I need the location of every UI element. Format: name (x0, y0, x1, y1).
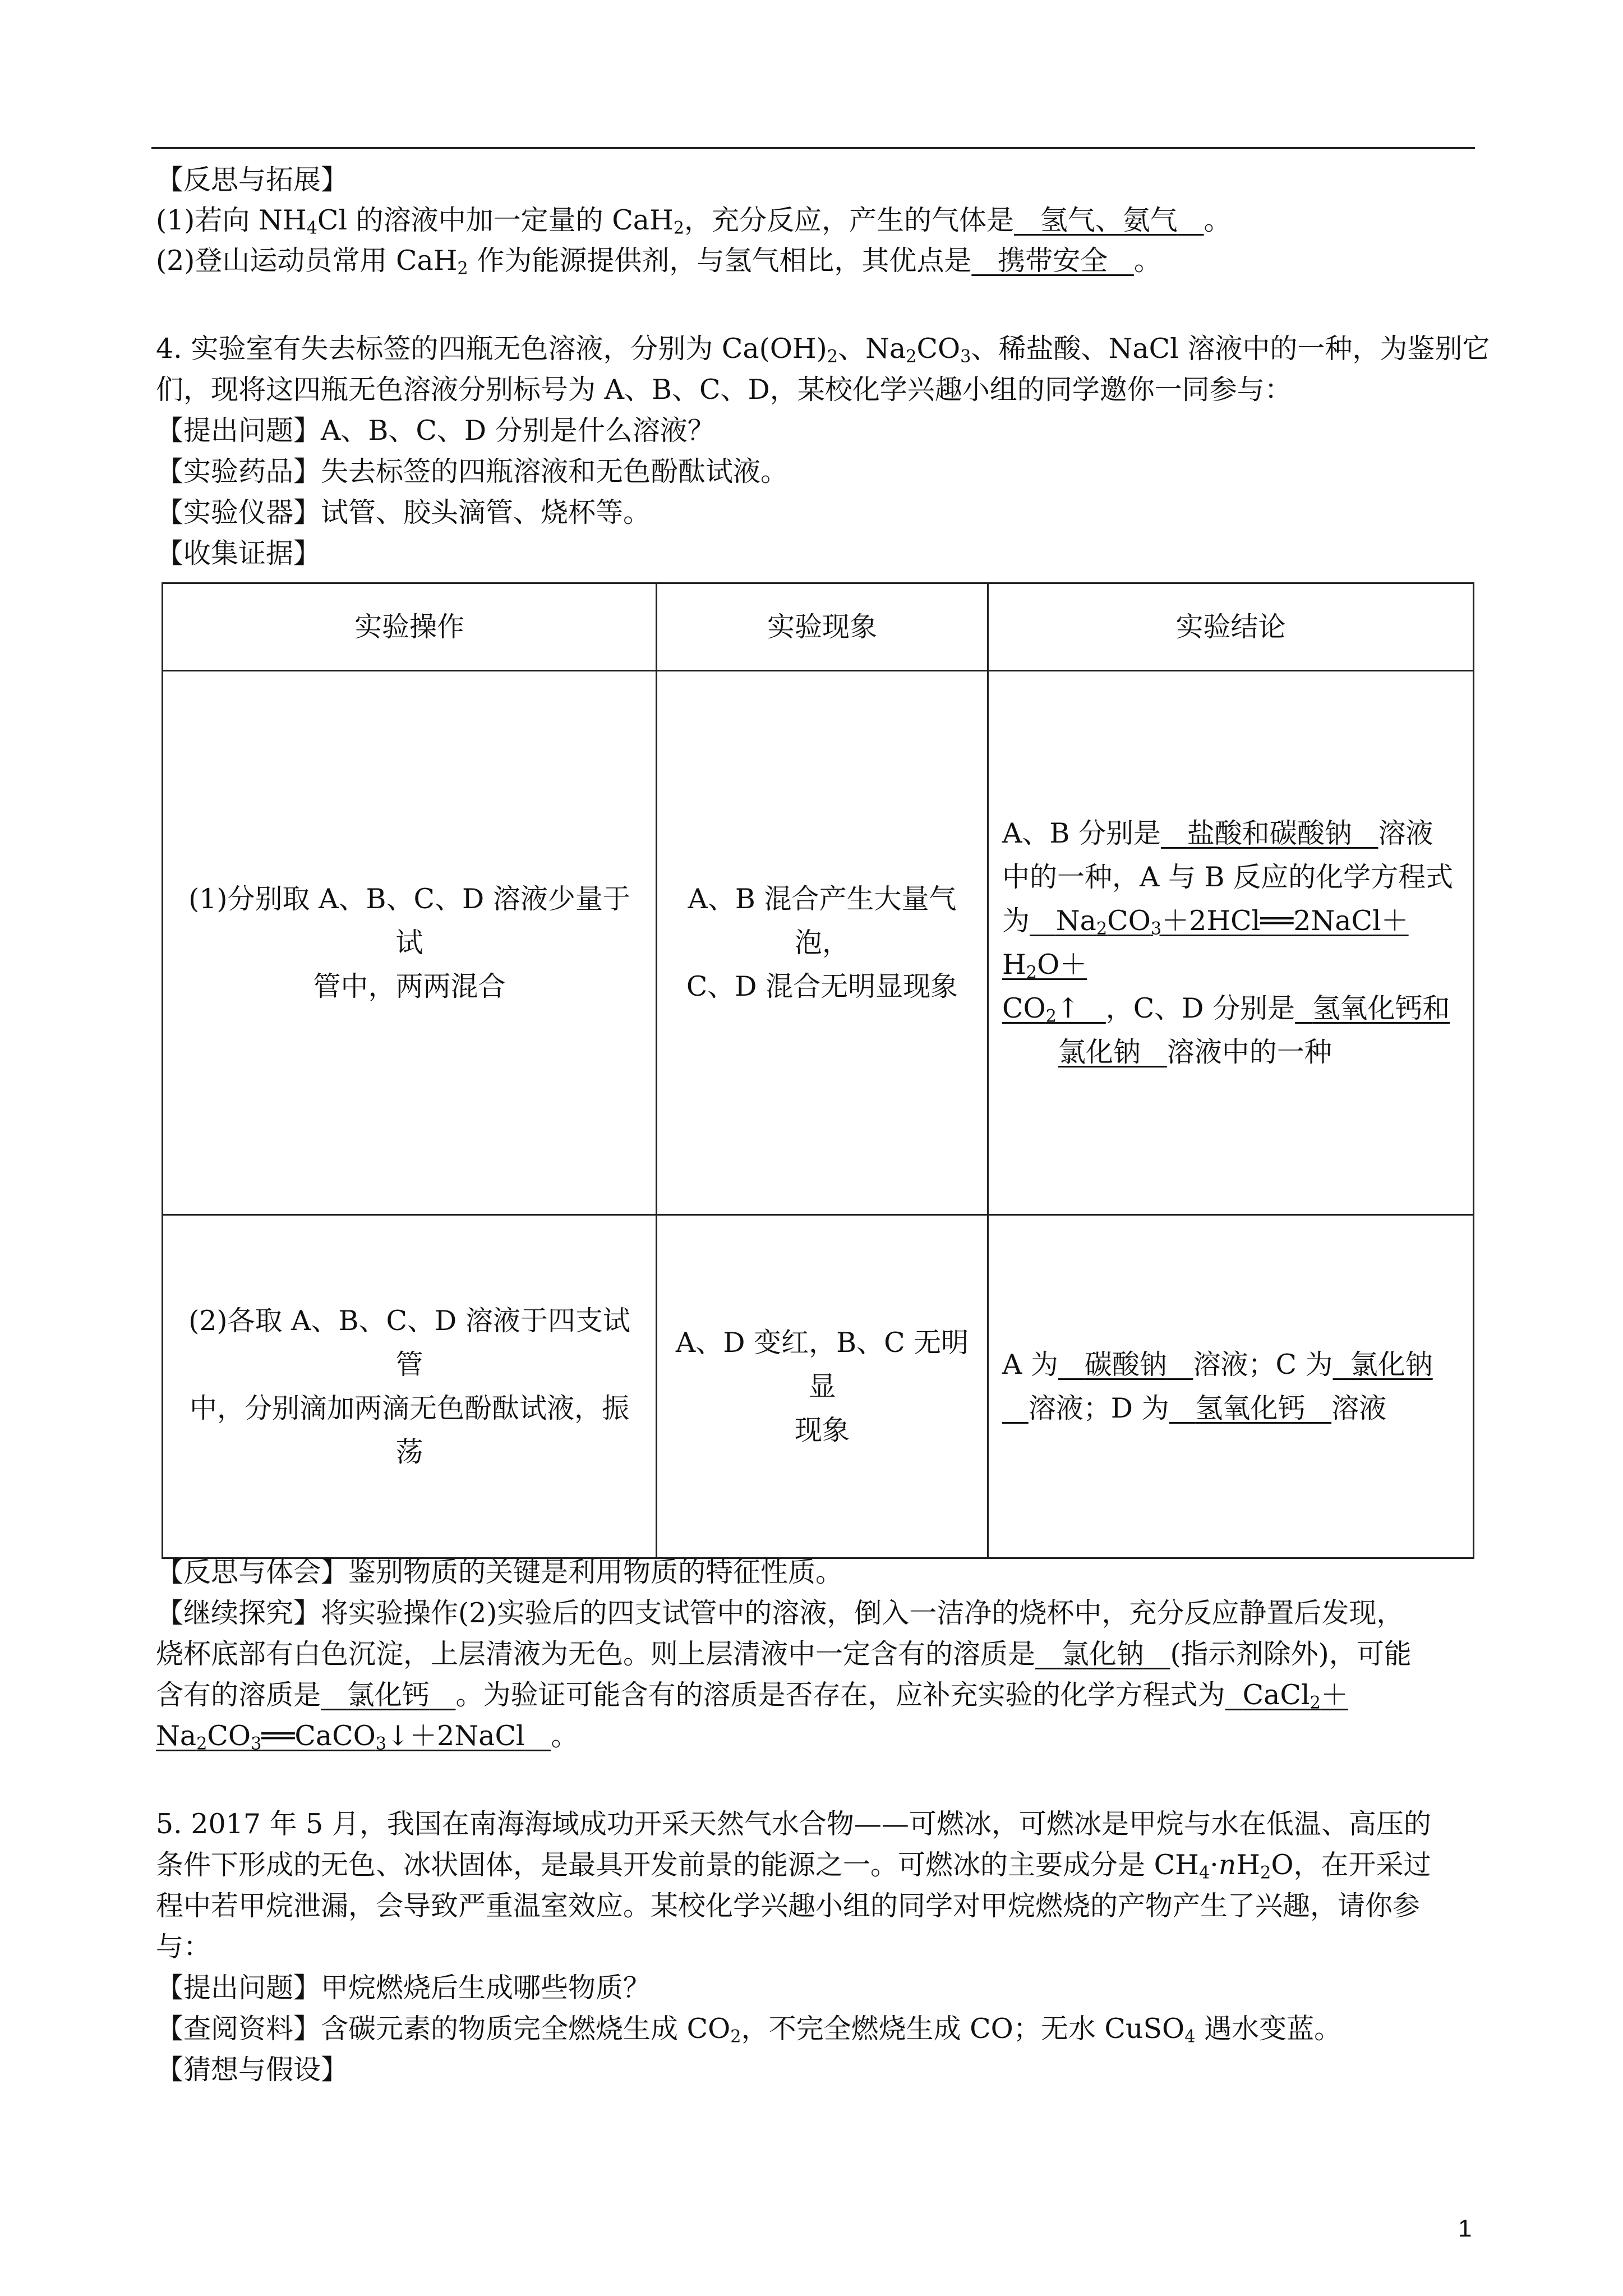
table-header-row (163, 583, 1474, 671)
q5-line3: 程中若甲烷泄漏，会导致严重温室效应。某校化学兴趣小组的同学对甲烷燃烧的产物产生了兴趣，请你参 (156, 1890, 1421, 1922)
q4-question: 【提出问题】A、B、C、D 分别是什么溶液？ (156, 415, 715, 447)
row2-operation: (2)各取 A、B、C、D 溶液于四支试管 中，分别滴加两滴无色酚酞试液，振 荡 (163, 1215, 657, 1558)
q4-continue-line1: 【继续探究】将实验操作(2)实验后的四支试管中的溶液，倒入一洁净的烧杯中，充分反应静置后发现， (156, 1597, 1404, 1629)
row1-operation: (1)分别取 A、B、C、D 溶液少量于试 管中，两两混合 (163, 671, 657, 1215)
q4-reflection: 【反思与体会】鉴别物质的关键是利用物质的特征性质。 (156, 1556, 843, 1588)
q4-continue-line3: 含有的溶质是 氯化钙 。为验证可能含有的溶质是否存在，应补充实验的化学方程式为 CaCl$_2$＋ (156, 1679, 1348, 1713)
row2-conclusion: A 为 碳酸钠 溶液；C 为 氯化钠 溶液；D 为 氢氧化钙 溶液 (988, 1215, 1474, 1558)
q4-reagents: 【实验药品】失去标签的四瓶溶液和无色酚酞试液。 (156, 455, 789, 487)
table-header-operation: 实验操作 (163, 583, 657, 671)
answer-gas: 氢气、氨气 (1040, 204, 1178, 236)
row1-phenomenon: A、B 混合产生大量气泡， C、D 混合无明显现象 (657, 671, 988, 1215)
section-heading-reflect-expand: 【反思与拓展】 (156, 164, 349, 196)
table-row (163, 671, 1474, 1215)
experiment-table (162, 582, 1474, 1559)
table-header-conclusion: 实验结论 (988, 583, 1474, 671)
page-number: 1 (1458, 2215, 1472, 2242)
table-header-phenomenon: 实验现象 (657, 583, 988, 671)
answer-advantage: 携带安全 (998, 245, 1108, 277)
q5-line2: 条件下形成的无色、冰状固体，是最具开发前景的能源之一。可燃冰的主要成分是 $CH_4\cdot nH_2O$，在开采过 (156, 1849, 1431, 1883)
q4-evidence-heading: 【收集证据】 (156, 537, 321, 569)
q4-continue-line4: $Na_2CO_3══CaCO_3↓+2NaCl$ 。 (156, 1720, 579, 1754)
q5-hypothesis-heading: 【猜想与假设】 (156, 2054, 349, 2086)
reflect-q1: (1)若向 $NH_4Cl$ 的溶液中加一定量的 CaH$_2$，充分反应，产生的气体是 氢气、氨气 。 (156, 204, 1232, 238)
row1-conclusion: A、B 分别是 盐酸和碳酸钠 溶液 中的一种，A 与 B 反应的化学方程式 为 $Na_2CO_3+2HCl══2NaCl+H_2O+$ $CO_2↑$ ，C、D 分别是 氢氧化钙和 氯化钠 溶液中的一种 (988, 671, 1474, 1215)
table-row (163, 1215, 1474, 1558)
q4-intro-line1: 4. 实验室有失去标签的四瓶无色溶液，分别为 $Ca(OH)_2$、$Na_2CO_3$、稀盐酸、NaCl 溶液中的一种，为鉴别它 (156, 333, 1490, 367)
header-rule (151, 147, 1475, 149)
q4-instruments: 【实验仪器】试管、胶头滴管、烧杯等。 (156, 496, 651, 528)
q5-line1: 5. 2017 年 5 月，我国在南海海域成功开采天然气水合物——可燃冰，可燃冰是甲烷与水在低温、高压的 (156, 1808, 1431, 1840)
q4-intro-line2: 们，现将这四瓶无色溶液分别标号为 A、B、C、D，某校化学兴趣小组的同学邀你一同参与： (156, 374, 1292, 406)
q5-line4: 与： (156, 1931, 211, 1963)
q4-continue-line2: 烧杯底部有白色沉淀，上层清液为无色。则上层清液中一定含有的溶质是 氯化钠 (指示剂除外)，可能 (156, 1638, 1412, 1670)
q5-info: 【查阅资料】含碳元素的物质完全燃烧生成 $CO_2$，不完全燃烧生成 CO；无水 CuSO$_4$ 遇水变蓝。 (156, 2013, 1342, 2047)
q5-question: 【提出问题】甲烷燃烧后生成哪些物质？ (156, 1972, 651, 2004)
reflect-q2: (2)登山运动员常用 CaH$_2$ 作为能源提供剂，与氢气相比，其优点是 携带安全 。 (156, 245, 1161, 279)
row2-phenomenon: A、D 变红，B、C 无明显 现象 (657, 1215, 988, 1558)
